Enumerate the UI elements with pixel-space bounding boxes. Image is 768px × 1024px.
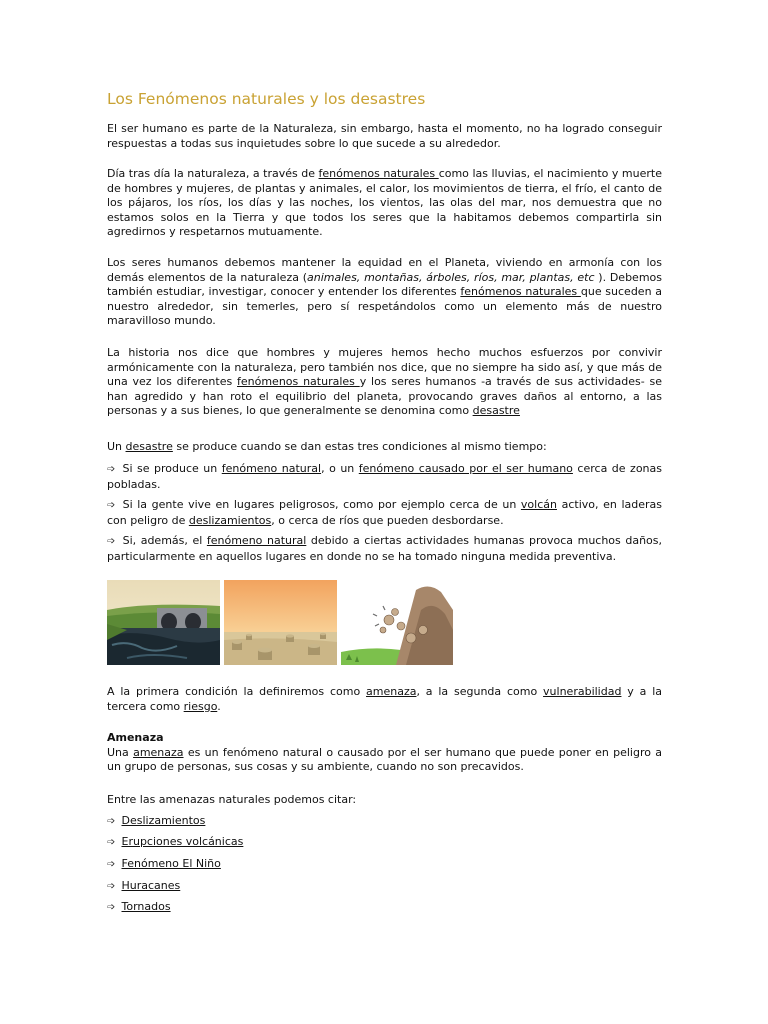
text: es un fenómeno natural o causado por el ser humano que puede poner en peligro a un grupo de personas, sus cosas y su ambiente, cuando no son precavidos. [107,745,663,774]
condition-1 [107,462,662,492]
link-fenomeno-causado[interactable]: fenómeno causado por el ser humano [358,462,573,475]
link-riesgo[interactable]: riesgo [183,699,218,713]
link-tornados[interactable]: Tornados [121,900,171,913]
condition-3 [107,534,662,564]
link-volcan[interactable]: volcán [520,498,557,511]
condition-2 [107,498,662,528]
text: ). Debemos también estudiar, investigar, conocer y entender los diferentes [107,270,662,299]
landslide-image [341,580,453,665]
italic-examples: animales, montañas, árboles, ríos, mar, plantas, etc [307,270,595,284]
text: , a la segunda como [416,685,544,698]
link-huracanes[interactable]: Huracanes [121,879,181,892]
text: A la primera condición la definiremos como [107,685,367,698]
list-item [107,879,662,895]
link-fenomenos-naturales[interactable]: fenómenos naturales [460,285,581,299]
text: debido a ciertas actividades humanas provoca muchos daños, particularmente en aquellos lugares en donde no se ha tomado ninguna medida preventiva. [107,534,663,563]
link-fenomenos-naturales[interactable]: fenómenos naturales [237,375,360,389]
arrow-bullet-icon: ➩ [107,902,116,913]
illustration-landslide [341,580,453,665]
link-deslizamientos[interactable]: deslizamientos [188,513,272,527]
text: y a la tercera como [107,685,662,713]
paragraph-historia [107,346,662,419]
paragraph-condiciones [107,685,662,714]
amenaza-section [107,731,662,775]
page-title: Los Fenómenos naturales y los desastres [107,90,426,108]
list-item [107,857,662,873]
paragraph-equidad [107,256,662,329]
text: como las lluvias, el nacimiento y muerte de hombres y mujeres, de plantas y animales, el calor, los movimientos de tierra, el frío, el canto de los pájaros, los ríos, los días y las noches, los vientos, las olas del mar, nos demuestra que no estamos solos en la Tierra y que todos los seres que la habitamos debemos compartirla sin agredirnos y respetarnos mutuamente. [107,167,662,239]
link-erupciones-volcanicas[interactable]: Erupciones volcánicas [121,835,244,848]
text: y los seres humanos -a través de sus actividades- se han agredido y han roto el equilibrio del planeta, provocando graves daños al entorno, a las personas y a sus bienes, lo que generalmente se denomina como [107,375,662,418]
arrow-bullet-icon: ➩ [107,464,116,475]
text: Una [107,745,134,759]
deforestation-image [224,580,337,665]
paragraph-naturaleza [107,167,662,240]
link-deslizamientos[interactable]: Deslizamientos [121,814,206,827]
link-desastre[interactable]: desastre [125,440,173,453]
intro-text: El ser humano es parte de la Naturaleza, sin embargo, hasta el momento, no ha logrado conseguir respuestas a todas sus inquietudes sobre lo que sucede a su alrededor. [107,122,662,150]
list-intro-text: Entre las amenazas naturales podemos citar: [107,793,357,806]
arrow-bullet-icon: ➩ [107,536,116,547]
list-intro [107,793,662,808]
link-vulnerabilidad[interactable]: vulnerabilidad [543,685,622,698]
link-fenomenos-naturales[interactable]: fenómenos naturales [318,167,439,180]
text: Si se produce un [122,462,222,475]
text: , o cerca de ríos que pueden desbordarse. [271,513,504,527]
intro-paragraph [107,122,662,151]
list-item [107,814,662,830]
arrow-bullet-icon: ➩ [107,859,116,870]
amenaza-heading: Amenaza [107,731,164,744]
link-fenomeno-natural[interactable]: fenómeno natural [206,534,307,547]
text: . [217,699,221,713]
text: activo, en laderas con peligro de [107,498,662,527]
text: Un [107,440,126,453]
link-desastre[interactable]: desastre [472,404,520,418]
arrow-bullet-icon: ➩ [107,881,116,892]
text: Si, además, el [122,534,207,547]
arrow-bullet-icon: ➩ [107,816,116,827]
arrow-bullet-icon: ➩ [107,500,116,511]
link-fenomeno-natural[interactable]: fenómeno natural [221,462,322,475]
link-amenaza[interactable]: amenaza [133,745,184,759]
text: La historia nos dice que hombres y mujeres hemos hecho muchos esfuerzos por convivir armónicamente con la naturaleza, pero también nos dice, que no siempre ha sido así, y que más de una vez los diferentes [107,346,662,389]
text: Si la gente vive en lugares peligrosos, como por ejemplo cerca de un [122,498,521,511]
text: Día tras día la naturaleza, a través de [107,167,319,180]
text: se produce cuando se dan estas tres condiciones al mismo tiempo: [172,440,547,453]
list-item [107,835,662,851]
link-fenomeno-el-nino[interactable]: Fenómeno El Niño [121,857,221,870]
list-item [107,900,662,916]
illustration-polluted-river [107,580,220,665]
text: cerca de zonas pobladas. [107,462,662,491]
text: Los seres humanos debemos mantener la equidad en el Planeta, viviendo en armonía con los demás elementos de la naturaleza ( [107,256,662,284]
arrow-bullet-icon: ➩ [107,837,116,848]
illustration-deforestation [224,580,337,665]
link-amenaza[interactable]: amenaza [366,685,417,698]
polluted-river-image [107,580,220,665]
text: que suceden a nuestro alrededor, sin temerles, pero sí respetándolos como un elemento más de nuestro maravilloso mundo. [107,285,662,328]
text: , o un [321,462,359,475]
paragraph-desastre [107,440,662,455]
